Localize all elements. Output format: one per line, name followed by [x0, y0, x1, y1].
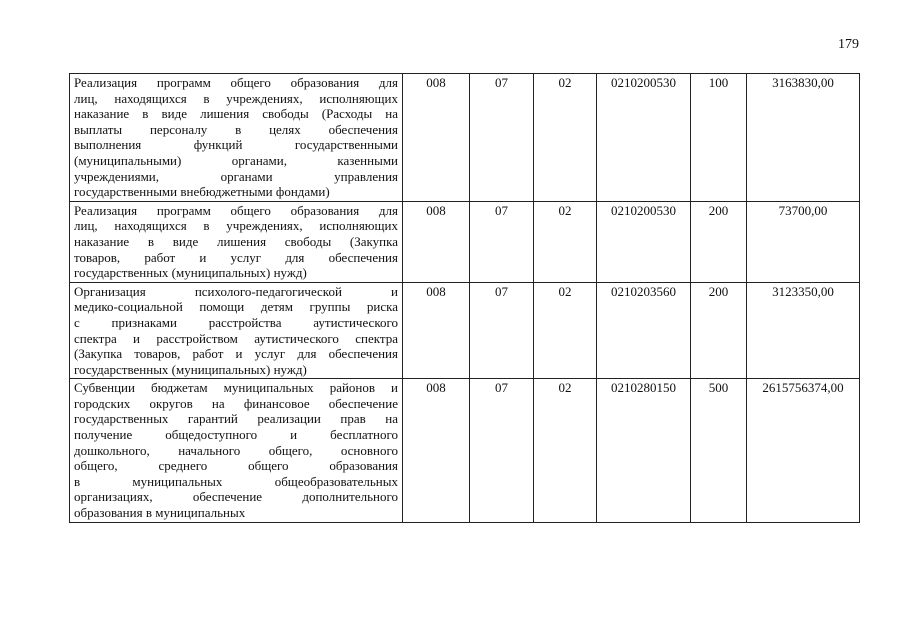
- expense-type-cell: 500: [691, 379, 747, 522]
- section-code-cell: 07: [470, 282, 534, 379]
- description-cell: [70, 379, 403, 522]
- description-line: наказание в виде лишения свободы (Закупка: [74, 233, 398, 249]
- description-line: государственных гарантий реализации прав на: [74, 411, 398, 427]
- description-line: Реализация программ общего образования для: [74, 75, 398, 90]
- description-line: учреждениями, органами управления: [74, 168, 398, 184]
- subsection-code-cell: 02: [534, 282, 597, 379]
- description-line: (Закупка товаров, работ и услуг для обеспечения: [74, 346, 398, 362]
- table-row: [70, 201, 860, 282]
- description-line: выплаты персоналу в целях обеспечения: [74, 121, 398, 137]
- expense-type-cell: 200: [691, 201, 747, 282]
- expense-type-cell: 100: [691, 74, 747, 202]
- description-cell: [70, 201, 403, 282]
- description-line: государственных (муниципальных) нужд): [74, 361, 307, 377]
- expense-type-cell: 200: [691, 282, 747, 379]
- target-article-cell: 0210200530: [597, 201, 691, 282]
- description-line: организациях, обеспечение дополнительного: [74, 489, 398, 505]
- description-cell: [70, 74, 403, 202]
- description-line: государственных (муниципальных) нужд): [74, 265, 307, 281]
- table-row: [70, 379, 860, 522]
- ministry-code-cell: 008: [403, 201, 470, 282]
- target-article-cell: 0210280150: [597, 379, 691, 522]
- amount-cell: 3123350,00: [747, 282, 860, 379]
- target-article-cell: 0210200530: [597, 74, 691, 202]
- description-line: Реализация программ общего образования для: [74, 202, 398, 218]
- table-row: [70, 282, 860, 379]
- description-line: спектра и расстройством аутистического спектра: [74, 330, 398, 346]
- target-article-cell: 0210203560: [597, 282, 691, 379]
- description-line: товаров, работ и услуг для обеспечения: [74, 249, 398, 265]
- description-line: общего, среднего общего образования: [74, 458, 398, 474]
- budget-table: [69, 73, 860, 523]
- ministry-code-cell: 008: [403, 74, 470, 202]
- description-line: городских округов на финансовое обеспечение: [74, 395, 398, 411]
- description-line: лиц, находящихся в учреждениях, исполняющих: [74, 90, 398, 106]
- subsection-code-cell: 02: [534, 201, 597, 282]
- description-line: с признаками расстройства аутистического: [74, 314, 398, 330]
- page-number: 179: [838, 37, 859, 52]
- subsection-code-cell: 02: [534, 379, 597, 522]
- section-code-cell: 07: [470, 74, 534, 202]
- description-line: лиц, находящихся в учреждениях, исполняющих: [74, 218, 398, 234]
- description-line: медико-социальной помощи детям группы риска: [74, 299, 398, 315]
- description-line: в муниципальных общеобразовательных: [74, 473, 398, 489]
- amount-cell: 2615756374,00: [747, 379, 860, 522]
- section-code-cell: 07: [470, 379, 534, 522]
- subsection-code-cell: 02: [534, 74, 597, 202]
- description-line: получение общедоступного и бесплатного: [74, 427, 398, 443]
- description-line: наказание в виде лишения свободы (Расходы на: [74, 106, 398, 122]
- table-row: [70, 74, 860, 202]
- description-line: образования в муниципальных: [74, 505, 246, 521]
- budget-table-body: [70, 74, 860, 523]
- description-cell: [70, 282, 403, 379]
- description-line: дошкольного, начального общего, основного: [74, 442, 398, 458]
- description-line: Субвенции бюджетам муниципальных районов и: [74, 380, 398, 396]
- description-line: Организация психолого-педагогической и: [74, 283, 398, 299]
- amount-cell: 3163830,00: [747, 74, 860, 202]
- ministry-code-cell: 008: [403, 379, 470, 522]
- section-code-cell: 07: [470, 201, 534, 282]
- description-line: (муниципальными) органами, казенными: [74, 152, 398, 168]
- ministry-code-cell: 008: [403, 282, 470, 379]
- description-line: государственными внебюджетными фондами): [74, 184, 330, 200]
- description-line: выполнения функций государственными: [74, 137, 398, 153]
- amount-cell: 73700,00: [747, 201, 860, 282]
